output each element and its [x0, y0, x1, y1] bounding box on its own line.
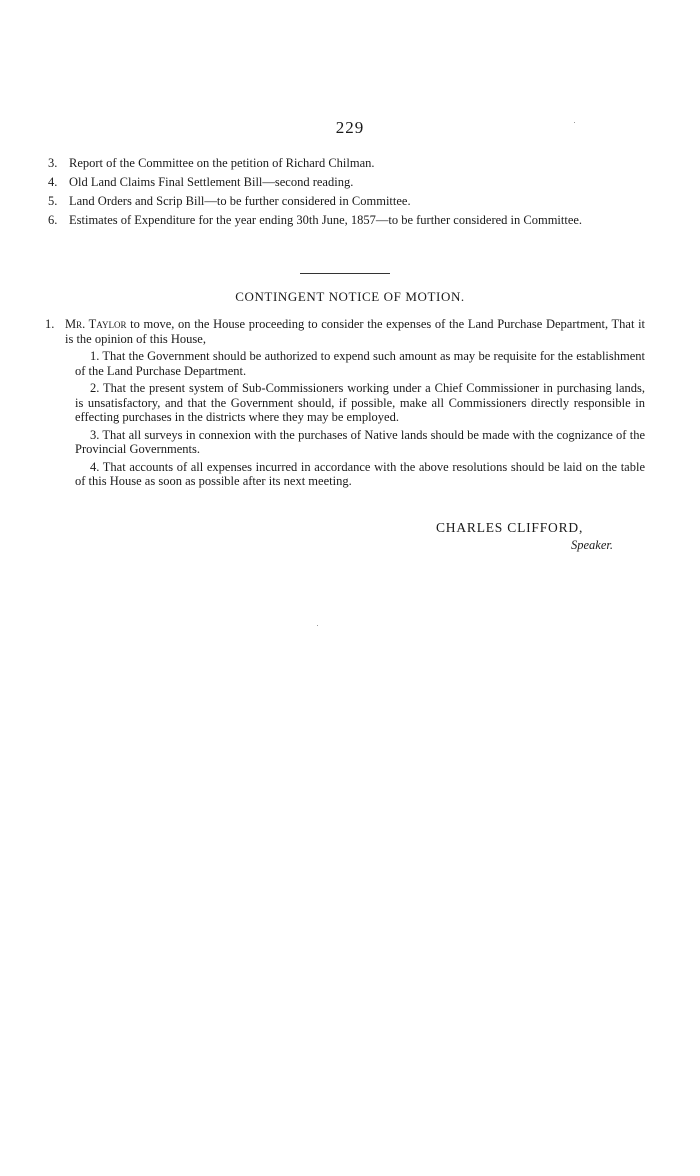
order-text: Land Orders and Scrip Bill—to be further considered in Committee.	[69, 194, 411, 208]
signatory-name: CHARLES CLIFFORD,	[436, 520, 584, 535]
order-number: 4.	[48, 175, 58, 189]
section-heading: CONTINGENT NOTICE OF MOTION.	[235, 289, 465, 304]
order-number: 5.	[48, 194, 58, 208]
resolution-item: 4. That accounts of all expenses incurred in accordance with the above resolutions should be laid on the table of this House as soon as possible after its next meeting.	[75, 459, 645, 488]
resolution-item: 2. That the present system of Sub-Commissioners working under a Chief Commissioner in purchasing lands, is unsatisfactory, and that the Government should, if possible, make all Commissioners directly responsible in effecting purchases in the districts where they may be employed.	[75, 381, 645, 424]
resolution-item: 1. That the Government should be authorized to expend such amount as may be requisite for the establishment of the Land Purchase Department.	[75, 349, 645, 378]
order-item	[48, 173, 644, 189]
paper-speck	[574, 122, 575, 123]
order-text: Old Land Claims Final Settlement Bill—second reading.	[69, 175, 354, 189]
motion-intro	[45, 317, 645, 346]
motion-intro-text: to move, on the House proceeding to consider the expenses of the Land Purchase Department, That it is the opinion of this House,	[65, 317, 646, 346]
order-text: Report of the Committee on the petition of Richard Chilman.	[69, 156, 375, 170]
order-number: 6.	[48, 213, 58, 227]
page-number: 229	[335, 118, 365, 137]
motion-number: 1.	[45, 317, 55, 331]
order-item	[48, 211, 644, 227]
resolution-item: 3. That all surveys in connexion with the purchases of Native lands should be made with the cognizance of the Provincial Governments.	[75, 427, 645, 456]
order-text: Estimates of Expenditure for the year ending 30th June, 1857—to be further considered in Committee.	[69, 213, 583, 227]
signatory-title: Speaker.	[571, 538, 613, 552]
mover-name: Mr. Taylor	[65, 317, 127, 331]
paper-speck	[317, 625, 318, 626]
order-item	[48, 154, 644, 170]
orders-of-the-day-list	[48, 154, 644, 230]
section-divider	[300, 273, 390, 274]
notice-of-motion	[45, 317, 645, 489]
order-number: 3.	[48, 156, 58, 170]
order-item	[48, 192, 644, 208]
